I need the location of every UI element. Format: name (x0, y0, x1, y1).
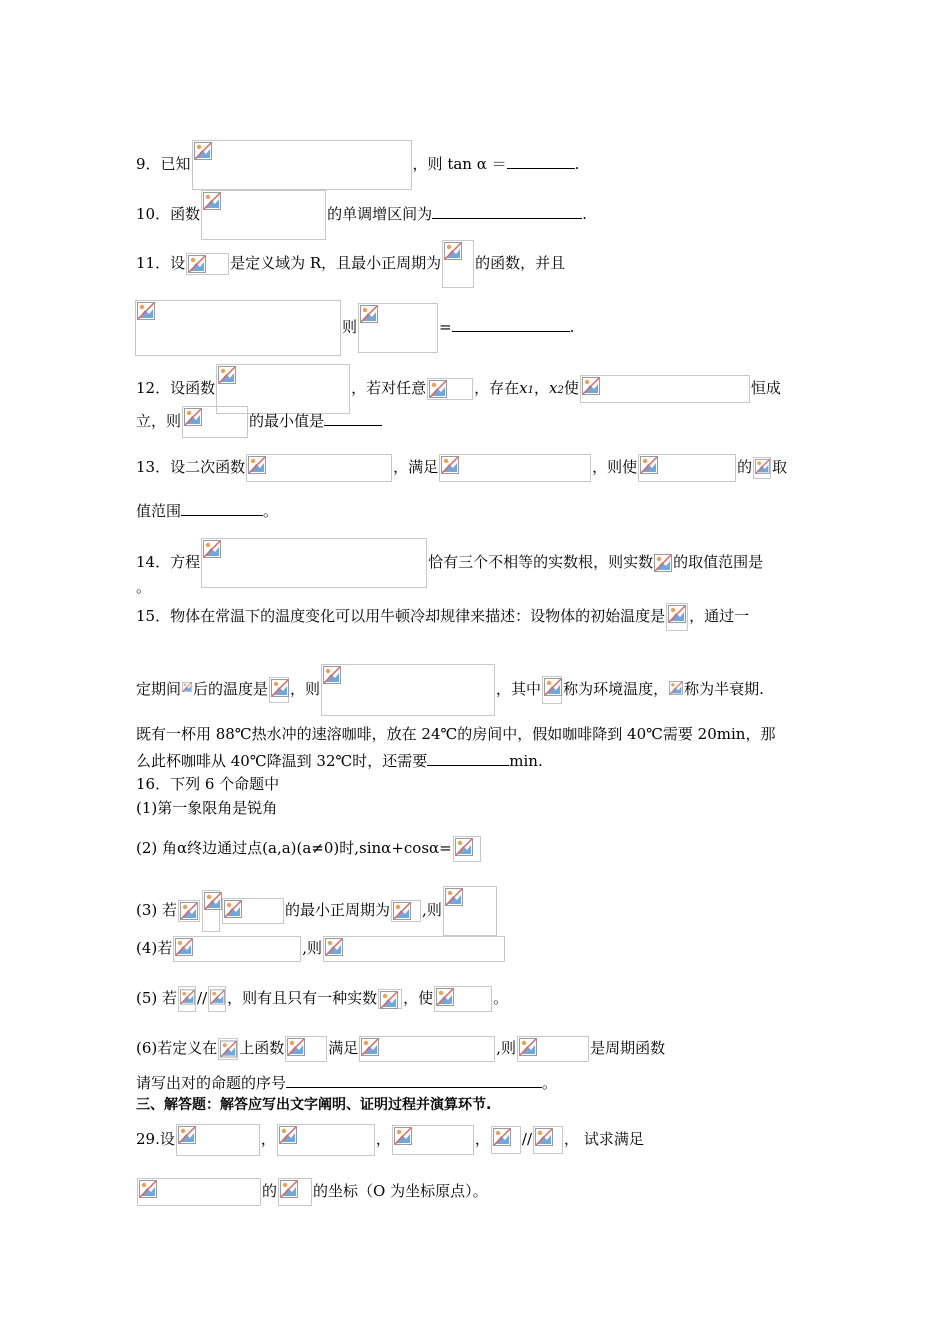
q16-p2 (136, 836, 482, 862)
formula-image (638, 454, 736, 482)
q16-p6-text: (6)若定义在 (136, 1039, 218, 1057)
formula-image (173, 936, 301, 962)
broken-image-icon (180, 902, 198, 920)
formula-image (137, 1178, 261, 1206)
broken-image-icon (535, 1128, 553, 1146)
formula-image (439, 454, 591, 482)
formula-image (182, 406, 248, 438)
answer-blank (432, 204, 582, 219)
formula-image (201, 190, 326, 240)
broken-image-icon (137, 302, 155, 320)
q16-title-text: 16．下列 6 个命题中 (136, 775, 280, 793)
formula-image (666, 603, 688, 631)
q16-p6-text-2: 上函数 (239, 1039, 285, 1057)
q15-text-10: 么此杯咖啡从 40℃降温到 32℃时，还需要 (136, 752, 428, 770)
broken-image-icon (640, 456, 658, 474)
q15-line-3 (136, 725, 775, 743)
broken-image-icon (429, 380, 447, 398)
q11-eq: = (439, 318, 452, 336)
q10-text: 的单调增区间为 (327, 205, 433, 223)
q16-p5 (136, 986, 508, 1012)
q15-text-4: 后的温度是 (193, 680, 269, 698)
broken-image-icon (441, 456, 459, 474)
sub-1: 1 (527, 385, 534, 396)
formula-image (533, 1126, 563, 1154)
q13-line-2 (136, 501, 278, 520)
broken-image-icon (194, 142, 212, 160)
broken-image-icon (394, 1127, 412, 1145)
broken-image-icon (188, 255, 206, 273)
q16-p5-text-3: ，使 (403, 989, 434, 1007)
formula-image (208, 986, 226, 1012)
q12-text: ，若对任意 (351, 379, 427, 397)
formula-image (178, 986, 196, 1012)
formula-image (269, 677, 289, 703)
formula-image (443, 886, 497, 936)
broken-image-icon (271, 679, 289, 697)
q14-line-2 (136, 578, 151, 596)
q29-comma-4: ， (564, 1130, 580, 1148)
q14-line (136, 538, 763, 588)
broken-image-icon (210, 988, 225, 1006)
q11-line (136, 240, 565, 288)
answer-blank (286, 1073, 542, 1088)
q16-p1-text: (1)第一象限角是锐角 (136, 799, 278, 817)
q29-comma-3: ， (474, 1130, 490, 1148)
q12-text-5: 立，则 (136, 412, 182, 430)
q12-text-2: ，存在 (474, 379, 520, 397)
broken-image-icon (455, 838, 473, 856)
q12-text-4: 恒成 (750, 379, 781, 397)
broken-image-icon (654, 554, 672, 572)
q10-line (136, 190, 587, 240)
q14-end: 。 (136, 578, 152, 596)
broken-image-icon (436, 988, 454, 1006)
answer-blank (507, 154, 575, 169)
q14-text: 恰有三个不相等的实数根，则实数 (428, 553, 654, 571)
q9-number: 9．已知 (136, 155, 191, 173)
formula-image (176, 1124, 260, 1156)
formula-image (669, 679, 683, 701)
answer-blank (452, 317, 570, 332)
q12-number: 12．设函数 (136, 379, 216, 397)
q9-line (136, 140, 579, 190)
broken-image-icon (182, 678, 192, 696)
broken-image-icon (220, 1040, 237, 1058)
q15-line-2 (136, 664, 764, 716)
broken-image-icon (668, 605, 686, 623)
formula-image (753, 457, 771, 479)
q29-text: 试求满足 (583, 1130, 644, 1148)
q16-p5-end: 。 (493, 989, 509, 1007)
broken-image-icon (445, 888, 463, 906)
q16-ask-text: 请写出对的命题的序号 (136, 1074, 287, 1092)
broken-image-icon (755, 459, 770, 474)
broken-image-icon (184, 408, 202, 426)
broken-image-icon (180, 988, 195, 1006)
q16-p4-text-2: ,则 (302, 939, 323, 957)
var-x1: x (519, 379, 528, 397)
formula-image (321, 664, 495, 716)
formula-image (192, 140, 412, 190)
q13-text-5: 值范围 (136, 502, 182, 520)
broken-image-icon (393, 902, 411, 920)
formula-image (491, 1126, 521, 1154)
q11-line-2 (134, 300, 574, 356)
q16-p6-text-4: ,则 (496, 1039, 517, 1057)
q16-p5-text: (5) 若 (136, 989, 178, 1007)
answer-blank (181, 501, 263, 516)
q16-p4-text: (4)若 (136, 939, 173, 957)
q13-text-3: 的 (737, 458, 753, 476)
sub-2: 2 (557, 385, 564, 396)
q13-number: 13．设二次函数 (136, 458, 246, 476)
broken-image-icon (224, 900, 242, 918)
q15-text-5: ，则 (290, 680, 321, 698)
q16-title (136, 775, 279, 793)
q29-parallel: // (521, 1130, 533, 1148)
formula-image (654, 554, 672, 572)
section-heading (136, 1096, 491, 1114)
q11-text-3: 则 (342, 318, 358, 336)
answer-blank (324, 411, 382, 426)
q16-ask (136, 1073, 557, 1092)
broken-image-icon (544, 678, 562, 696)
formula-image (542, 676, 562, 704)
q15-end: min. (509, 752, 543, 770)
q29-line-2 (136, 1178, 488, 1206)
q16-ask-end: 。 (542, 1074, 558, 1092)
broken-image-icon (582, 377, 600, 395)
q11-text: 是定义域为 R，且最小正周期为 (230, 254, 442, 272)
q9-text: ，则 tan α ＝ (412, 155, 507, 173)
q29-comma-1: ， (260, 1130, 276, 1148)
q16-p6-text-5: 是周期函数 (590, 1039, 666, 1057)
q12-comma: ， (533, 379, 549, 397)
broken-image-icon (669, 680, 683, 696)
broken-image-icon (444, 242, 462, 260)
broken-image-icon (204, 892, 222, 910)
q16-p4 (136, 936, 506, 962)
broken-image-icon (360, 305, 378, 323)
formula-image (517, 1036, 589, 1062)
broken-image-icon (203, 540, 221, 558)
section-heading-text: 三、解答题：解答应写出文字阐明、证明过程并演算环节. (136, 1097, 492, 1113)
q15-text-6: ，其中 (496, 680, 542, 698)
q15-text-3: 定期间 (136, 680, 182, 698)
broken-image-icon (519, 1038, 537, 1056)
formula-image (186, 253, 229, 275)
q29-text-2: 的 (262, 1182, 278, 1200)
q16-p5-text-2: ，则有且只有一种实数 (227, 989, 378, 1007)
q15-text-8: 称为半衰期. (684, 680, 764, 698)
broken-image-icon (203, 192, 221, 210)
q15-line-4 (136, 751, 543, 770)
q15-text-2: ，通过一 (689, 607, 750, 625)
q29-text-3: 的坐标（O 为坐标原点）。 (313, 1182, 488, 1200)
broken-image-icon (175, 938, 193, 956)
q29-line (136, 1124, 644, 1156)
formula-image (222, 898, 284, 924)
q12-text-6: 的最小值是 (249, 412, 325, 430)
broken-image-icon (279, 1126, 297, 1144)
broken-image-icon (287, 1038, 305, 1056)
q10-end: . (582, 205, 587, 223)
q16-p1 (136, 799, 277, 817)
q16-p3-text-3: ,则 (422, 901, 442, 919)
formula-image (135, 300, 341, 356)
q13-text-2: ，则使 (592, 458, 638, 476)
q13-line (136, 454, 787, 482)
broken-image-icon (325, 938, 343, 956)
formula-image (391, 900, 421, 922)
q11-end: . (569, 318, 575, 336)
broken-image-icon (493, 1128, 511, 1146)
q11-number: 11．设 (136, 254, 186, 272)
formula-image (427, 378, 473, 400)
q15-text-9: 既有一杯用 88℃热水冲的速溶咖啡，放在 24℃的房间中，假如咖啡降到 40℃需要 20min，那 (136, 725, 776, 743)
broken-image-icon (178, 1126, 196, 1144)
q10-number: 10．函数 (136, 205, 201, 223)
q12-line-2 (136, 406, 382, 438)
formula-image (323, 936, 505, 962)
formula-image (359, 1036, 495, 1062)
answer-blank (427, 751, 509, 766)
var-x2: x (548, 379, 558, 397)
q12-text-3: 使 (563, 379, 579, 397)
broken-image-icon (218, 366, 236, 384)
formula-image (434, 986, 492, 1012)
q16-p6-text-3: 满足 (328, 1039, 359, 1057)
q14-number: 14．方程 (136, 553, 201, 571)
broken-image-icon (323, 666, 341, 684)
q11-text-2: 的函数，并且 (475, 254, 566, 272)
broken-image-icon (361, 1038, 379, 1056)
formula-image (246, 454, 392, 482)
formula-image (442, 240, 474, 288)
q16-p3-text: (3) 若 (136, 901, 178, 919)
q29-number: 29.设 (136, 1130, 175, 1148)
formula-image (392, 1125, 474, 1155)
formula-image (218, 1038, 238, 1060)
broken-image-icon (139, 1180, 157, 1198)
q16-p6 (136, 1036, 665, 1062)
q15-text-7: 称为环境温度， (563, 680, 669, 698)
formula-image (453, 836, 481, 862)
broken-image-icon (380, 991, 398, 1009)
q16-p3-text-2: 的最小正周期为 (285, 901, 391, 919)
q9-end: . (574, 155, 580, 173)
q16-p2-text: (2) 角α终边通过点(a,a)(a≠0)时,sinα+cosα= (136, 839, 452, 857)
broken-image-icon (248, 456, 266, 474)
formula-image (285, 1036, 327, 1062)
q16-p3 (136, 886, 498, 936)
q29-comma-2: ， (375, 1130, 391, 1148)
formula-image (278, 1178, 312, 1206)
formula-image (378, 989, 402, 1009)
q15-text: 15．物体在常温下的温度变化可以用牛顿冷却规律来描述：设物体的初始温度是 (136, 607, 666, 625)
formula-image (202, 890, 220, 932)
q14-text-2: 的取值范围是 (673, 553, 764, 571)
formula-image (178, 900, 200, 922)
q16-p5-parallel: // (197, 989, 208, 1007)
q13-text-4: 取 (772, 458, 788, 476)
q15-line (136, 603, 749, 631)
q13-text: ，满足 (393, 458, 439, 476)
formula-image (580, 375, 750, 403)
q13-end: 。 (263, 502, 279, 520)
broken-image-icon (280, 1180, 298, 1198)
formula-image (277, 1124, 375, 1156)
formula-image (201, 538, 427, 588)
formula-image (358, 303, 438, 353)
formula-image (182, 677, 192, 703)
